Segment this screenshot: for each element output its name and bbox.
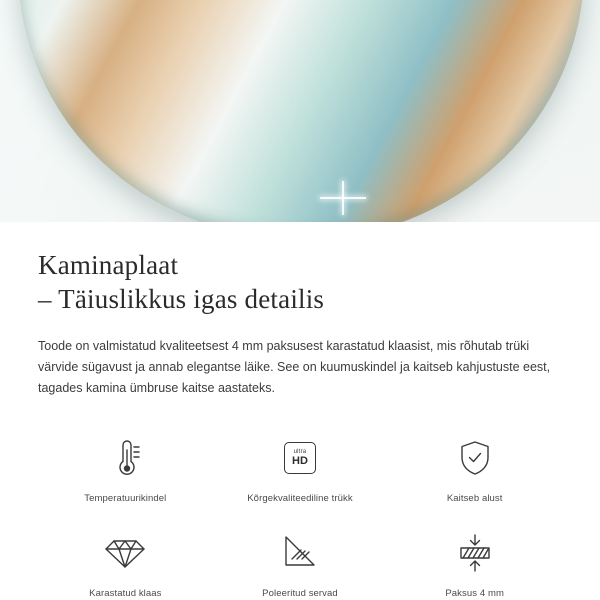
feature-label: Kõrgekvaliteediline trükk [247, 493, 353, 504]
feature-label: Kaitseb alust [446, 493, 503, 504]
ultra-hd-top-text: ultra [293, 449, 307, 455]
feature-label: Karastatud klaas [89, 588, 162, 599]
ultra-hd-icon [272, 433, 328, 483]
polished-edges-icon [272, 528, 328, 578]
thickness-icon [447, 528, 503, 578]
product-description: Toode on valmistatud kvaliteetsest 4 mm paksusest karastatud klaasist, mis rõhutab trüki värvide sügavust ja annab elegantse läike. See on kuumuskindel ja kaitseb kahjustuste eest, tagades kamina ümbruse kaitse aastateks. [38, 339, 551, 395]
diamond-icon [97, 528, 153, 578]
feature-item-temperature [38, 433, 213, 504]
feature-item-tempered-glass [38, 528, 213, 599]
hero-image [0, 0, 600, 222]
title-line-2: – Täiuslikkus igas detailis [38, 284, 325, 314]
disc-edge [18, 0, 584, 222]
feature-grid [38, 433, 562, 599]
feature-item-print-quality [213, 433, 388, 504]
feature-label: Temperatuurikindel [84, 493, 167, 504]
feature-item-polished-edges [213, 528, 388, 599]
feature-item-protection [387, 433, 562, 504]
title-line-1: Kaminaplaat [38, 250, 179, 280]
feature-label: Paksus 4 mm [445, 588, 504, 599]
feature-item-thickness [387, 528, 562, 599]
shield-check-icon [447, 433, 503, 483]
feature-label: Poleeritud servad [262, 588, 338, 599]
content-area [0, 248, 600, 599]
thermometer-icon [97, 433, 153, 483]
ultra-hd-bottom-text: HD [292, 455, 308, 467]
page-title [38, 248, 562, 316]
product-disc-image [18, 0, 584, 222]
